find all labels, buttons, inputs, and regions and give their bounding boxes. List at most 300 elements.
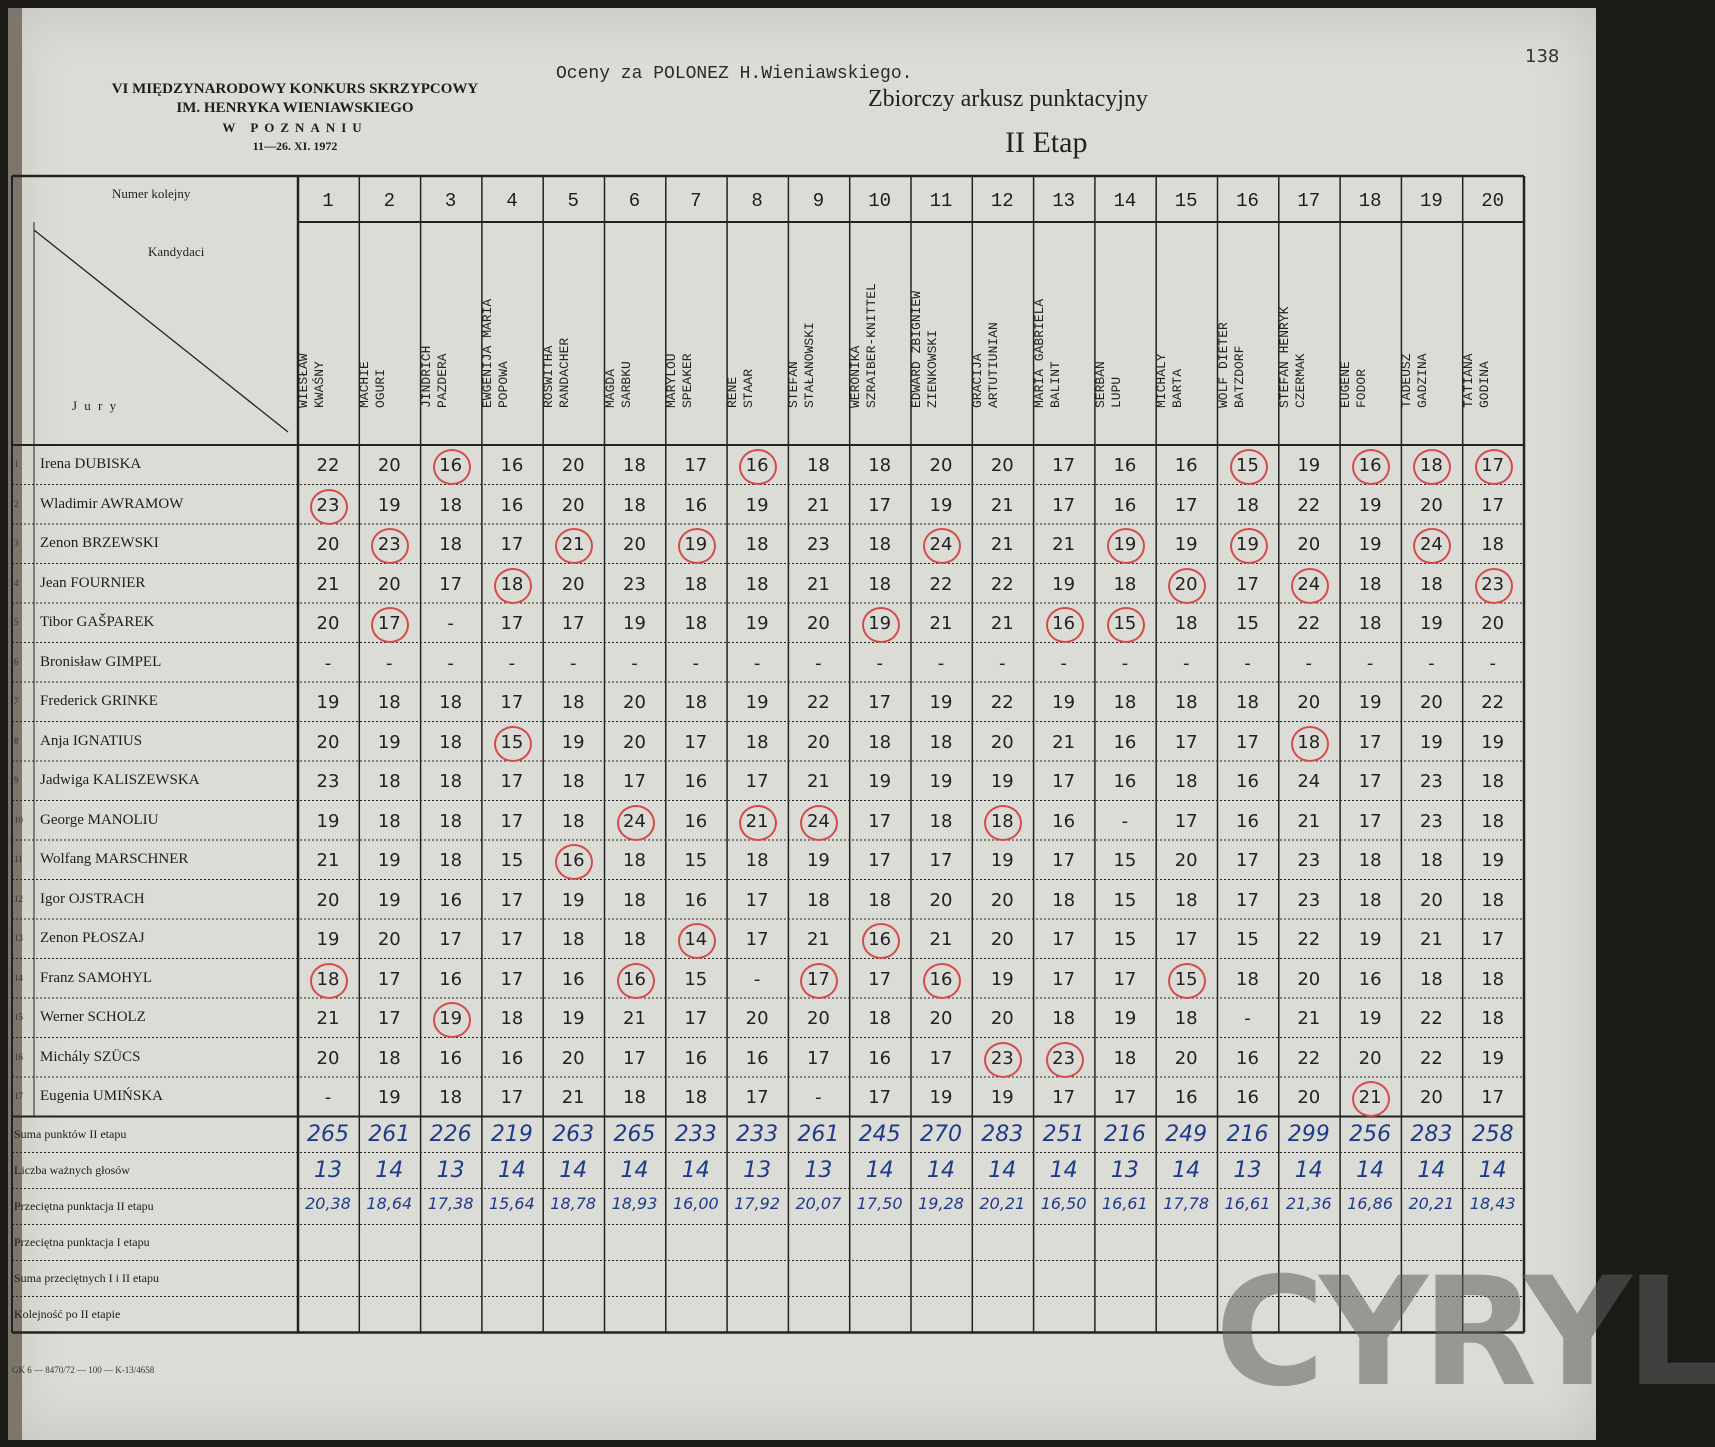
numer-kolejny-label: Numer kolejny bbox=[112, 186, 191, 201]
jury-member-name: Frederick GRINKE bbox=[40, 693, 158, 709]
score-cell: 17 bbox=[500, 810, 524, 832]
score-cell: 18 bbox=[1174, 692, 1198, 713]
score-cell: 22 bbox=[1481, 692, 1505, 713]
score-cell: 18 bbox=[1174, 1008, 1198, 1029]
score-cell: 18 bbox=[623, 889, 646, 911]
handwritten-value: 14 bbox=[1294, 1157, 1323, 1183]
score-cell: 20 bbox=[316, 613, 340, 634]
score-cell: 18 bbox=[1358, 573, 1382, 595]
score-cell: 18 bbox=[1174, 771, 1198, 792]
sheet-title: Zbiorczy arkusz punktacyjny bbox=[868, 86, 1148, 112]
score-cell: 17 bbox=[806, 968, 830, 990]
score-cell: - bbox=[1244, 652, 1251, 674]
score-cell: 19 bbox=[1481, 850, 1505, 871]
column-number: 3 bbox=[444, 190, 457, 212]
score-cell: 18 bbox=[561, 692, 585, 713]
score-cell: 21 bbox=[929, 929, 953, 950]
handwritten-value: 226 bbox=[429, 1121, 472, 1147]
candidate-name-text bbox=[1461, 353, 1493, 408]
candidate-last-name: STAAR bbox=[741, 368, 757, 408]
circled-score-mark bbox=[1230, 449, 1268, 485]
score-cell: 17 bbox=[561, 613, 585, 634]
candidate-name bbox=[1340, 240, 1400, 440]
handwritten-value: 13 bbox=[1233, 1157, 1262, 1183]
candidate-name-text bbox=[970, 322, 1002, 408]
score-cell: 19 bbox=[377, 731, 401, 753]
score-cell: 20 bbox=[1419, 494, 1443, 516]
handwritten-value: 14 bbox=[988, 1157, 1017, 1183]
score-cell: 17 bbox=[745, 771, 769, 792]
handwritten-value: 17,92 bbox=[734, 1193, 780, 1213]
circled-score-mark bbox=[1475, 449, 1513, 485]
score-cell: - bbox=[753, 652, 761, 674]
score-cell: 15 bbox=[1113, 613, 1137, 634]
score-cell: 18 bbox=[1358, 850, 1382, 871]
score-cell: 23 bbox=[377, 534, 401, 555]
score-cell: 19 bbox=[623, 613, 646, 634]
handwritten-value: 216 bbox=[1226, 1121, 1269, 1147]
score-cell: 18 bbox=[806, 889, 830, 911]
circled-score-mark bbox=[433, 1002, 471, 1038]
score-cell: 19 bbox=[745, 494, 769, 516]
circled-score-mark bbox=[862, 923, 900, 959]
candidate-name bbox=[972, 240, 1032, 440]
score-cell: 17 bbox=[623, 771, 646, 792]
score-cell: 16 bbox=[1052, 810, 1076, 832]
score-cell: 16 bbox=[439, 968, 463, 990]
score-cell: 19 bbox=[316, 929, 340, 950]
score-cell: 17 bbox=[377, 1008, 401, 1029]
score-cell: - bbox=[937, 652, 945, 674]
score-cell: 18 bbox=[500, 1008, 524, 1029]
score-cell: 19 bbox=[1481, 1047, 1505, 1069]
score-cell: 19 bbox=[439, 1008, 463, 1029]
score-cell: 22 bbox=[1419, 1047, 1443, 1069]
jury-member-name: Michály SZÜCS bbox=[40, 1048, 141, 1065]
score-cell: 15 bbox=[684, 968, 708, 990]
score-cell: - bbox=[508, 652, 516, 674]
handwritten-value: 14 bbox=[375, 1157, 404, 1183]
circled-score-mark bbox=[739, 449, 777, 485]
handwritten-value: 15,64 bbox=[488, 1193, 535, 1213]
score-cell: 18 bbox=[868, 455, 892, 476]
score-cell: 18 bbox=[439, 731, 463, 753]
score-cell: 16 bbox=[1052, 613, 1076, 634]
score-cell: 20 bbox=[623, 534, 646, 555]
candidate-name bbox=[543, 240, 603, 440]
handwritten-value: 14 bbox=[1356, 1157, 1385, 1183]
score-cell: 16 bbox=[868, 929, 892, 950]
score-cell: 18 bbox=[439, 771, 463, 792]
jury-row-number: 11 bbox=[14, 854, 23, 864]
candidate-name bbox=[1215, 240, 1278, 440]
score-cell: 17 bbox=[1174, 494, 1198, 516]
jury-row-number: 5 bbox=[14, 617, 19, 627]
score-cell: 16 bbox=[684, 889, 708, 911]
candidate-name bbox=[1276, 240, 1339, 440]
score-cell: 18 bbox=[439, 850, 463, 871]
candidate-name bbox=[1092, 240, 1155, 440]
jury-member-name: Werner SCHOLZ bbox=[40, 1009, 146, 1025]
candidate-last-name: SPEAKER bbox=[679, 353, 695, 408]
circled-score-mark bbox=[678, 528, 716, 564]
score-cell: 21 bbox=[1358, 1087, 1382, 1108]
score-cell: 20 bbox=[377, 573, 401, 595]
score-cell: 20 bbox=[1174, 850, 1198, 871]
score-cell: 20 bbox=[1358, 1047, 1382, 1069]
score-cell: 21 bbox=[929, 613, 953, 634]
candidate-last-name: ARTUTIUNIAN bbox=[986, 322, 1002, 408]
score-cell: 21 bbox=[1052, 534, 1076, 555]
jury-member-name: Wolfang MARSCHNER bbox=[40, 851, 189, 867]
jury-member-name: Tibor GAŠPAREK bbox=[40, 614, 155, 630]
jury-row-number: 3 bbox=[14, 538, 19, 548]
circled-score-mark bbox=[923, 963, 961, 999]
handwritten-value: 17,78 bbox=[1163, 1193, 1210, 1213]
score-cell: - bbox=[815, 1087, 822, 1108]
score-cell: 19 bbox=[745, 692, 769, 713]
handwritten-value: 17,38 bbox=[427, 1193, 474, 1213]
handwritten-value: 13 bbox=[436, 1157, 465, 1183]
score-cell: 19 bbox=[1419, 731, 1443, 753]
score-cell: 17 bbox=[745, 929, 769, 950]
score-cell: 16 bbox=[1113, 455, 1137, 476]
score-cell: 18 bbox=[1052, 889, 1076, 911]
jury-member-name: Zenon PŁOSZAJ bbox=[40, 930, 145, 946]
score-cell: 20 bbox=[623, 731, 646, 753]
score-cell: 18 bbox=[377, 692, 401, 713]
score-cell: 18 bbox=[1419, 850, 1443, 871]
score-cell: 21 bbox=[745, 810, 769, 832]
handwritten-value: 13 bbox=[804, 1157, 833, 1183]
score-cell: 20 bbox=[561, 494, 585, 516]
handwritten-value: 16,86 bbox=[1347, 1193, 1393, 1213]
score-cell: 16 bbox=[439, 1047, 463, 1069]
candidate-last-name: GADZINA bbox=[1415, 353, 1431, 408]
score-cell: 17 bbox=[1481, 929, 1505, 950]
circled-score-mark bbox=[923, 528, 961, 564]
score-cell: 18 bbox=[500, 573, 524, 595]
score-cell: 24 bbox=[1297, 573, 1321, 595]
watermark: CYRYL bbox=[1215, 1246, 1715, 1420]
candidate-first-name: WERONIKA bbox=[847, 345, 863, 408]
score-cell: 24 bbox=[1297, 771, 1321, 792]
score-cell: 16 bbox=[1113, 731, 1137, 753]
candidate-name bbox=[847, 240, 910, 440]
score-cell: 19 bbox=[561, 889, 585, 911]
circled-score-mark bbox=[800, 805, 838, 841]
candidate-first-name: EUGENE bbox=[1338, 361, 1354, 408]
score-cell: 23 bbox=[1419, 810, 1443, 832]
score-cell: 19 bbox=[1297, 455, 1321, 476]
score-cell: 18 bbox=[1358, 613, 1382, 634]
score-cell: 18 bbox=[1481, 771, 1505, 792]
score-cell: 18 bbox=[1113, 573, 1137, 595]
score-cell: 16 bbox=[561, 968, 585, 990]
score-cell: 15 bbox=[1236, 613, 1259, 634]
score-cell: - bbox=[324, 652, 332, 674]
candidate-last-name: RANDACHER bbox=[557, 337, 573, 408]
oceny-line: Oceny za POLONEZ H.Wieniawskiego. bbox=[556, 64, 913, 84]
score-cell: - bbox=[631, 652, 638, 674]
handwritten-value: 13 bbox=[314, 1157, 342, 1183]
jury-row-number: 2 bbox=[14, 498, 19, 509]
score-cell: 19 bbox=[1113, 534, 1137, 555]
candidate-first-name: MICHALY bbox=[1154, 353, 1170, 408]
candidate-last-name: PAZDERA bbox=[434, 353, 450, 408]
score-cell: 21 bbox=[1297, 1008, 1321, 1029]
score-cell: 19 bbox=[377, 889, 401, 911]
score-cell: 20 bbox=[990, 1008, 1014, 1029]
jury-row-number: 14 bbox=[14, 972, 23, 983]
score-cell: 18 bbox=[439, 810, 463, 832]
score-cell: 16 bbox=[684, 494, 708, 516]
score-cell: 18 bbox=[1419, 455, 1443, 476]
candidate-name-text bbox=[296, 353, 328, 408]
circled-score-mark bbox=[1168, 568, 1206, 604]
handwritten-value: 13 bbox=[743, 1157, 772, 1183]
jury-member-name: Franz SAMOHYL bbox=[40, 969, 153, 986]
handwritten-value: 14 bbox=[1417, 1157, 1446, 1183]
score-cell: 17 bbox=[439, 573, 463, 595]
score-cell: 18 bbox=[439, 494, 463, 516]
score-cell: 17 bbox=[500, 613, 524, 634]
circled-score-mark bbox=[433, 449, 471, 485]
score-cell: 17 bbox=[868, 968, 892, 990]
score-cell: 20 bbox=[316, 1047, 340, 1069]
jury-member-name: Anja IGNATIUS bbox=[40, 732, 143, 749]
circled-score-mark bbox=[1230, 528, 1268, 564]
circled-score-mark bbox=[1107, 607, 1145, 643]
candidate-last-name: LUPU bbox=[1108, 376, 1124, 408]
score-cell: 18 bbox=[1481, 968, 1505, 990]
candidate-name bbox=[1460, 240, 1523, 440]
score-cell: 18 bbox=[684, 573, 708, 595]
handwritten-value: 16,61 bbox=[1224, 1193, 1271, 1213]
jury-row-number: 10 bbox=[14, 814, 23, 825]
score-cell: 18 bbox=[990, 810, 1014, 832]
handwritten-value: 18,43 bbox=[1469, 1193, 1516, 1213]
candidate-name bbox=[663, 240, 726, 440]
circled-score-mark bbox=[984, 1042, 1022, 1078]
score-cell: 17 bbox=[623, 1047, 646, 1069]
score-cell: - bbox=[815, 652, 822, 674]
score-cell: 19 bbox=[990, 850, 1014, 871]
candidate-last-name: CZERMAK bbox=[1292, 353, 1308, 408]
circled-score-mark bbox=[494, 726, 532, 762]
jury-member-name: Irena DUBISKA bbox=[40, 456, 142, 472]
score-cell: 20 bbox=[623, 692, 646, 713]
jury-row-number: 16 bbox=[14, 1051, 23, 1062]
score-cell: 20 bbox=[929, 455, 953, 476]
handwritten-value: 261 bbox=[797, 1121, 840, 1147]
handwritten-value: 18,64 bbox=[366, 1193, 413, 1213]
score-cell: 20 bbox=[1297, 968, 1321, 990]
stage-title: II Etap bbox=[1005, 126, 1088, 159]
score-cell: 19 bbox=[990, 1087, 1014, 1108]
score-cell: 22 bbox=[806, 692, 830, 713]
candidate-last-name: GODINA bbox=[1476, 361, 1492, 408]
score-cell: - bbox=[1244, 1008, 1251, 1029]
score-cell: 16 bbox=[745, 455, 769, 476]
candidate-name-text bbox=[786, 322, 818, 408]
score-cell: 18 bbox=[561, 810, 585, 832]
score-cell: 21 bbox=[561, 1087, 585, 1108]
column-number: 18 bbox=[1358, 190, 1382, 212]
candidate-name bbox=[359, 240, 419, 440]
column-number: 15 bbox=[1174, 190, 1198, 212]
score-cell: 17 bbox=[1236, 573, 1259, 595]
handwritten-value: 17,50 bbox=[856, 1193, 903, 1213]
score-cell: 21 bbox=[316, 573, 340, 595]
score-cell: 19 bbox=[1052, 573, 1076, 595]
handwritten-value: 14 bbox=[927, 1157, 955, 1183]
score-cell: 17 bbox=[1358, 731, 1382, 753]
score-cell: 22 bbox=[316, 455, 340, 476]
circled-score-mark bbox=[678, 923, 716, 959]
score-cell: 18 bbox=[623, 929, 646, 950]
score-cell: 18 bbox=[868, 731, 892, 753]
score-cell: 22 bbox=[990, 573, 1014, 595]
score-cell: 23 bbox=[806, 534, 830, 555]
score-cell: 20 bbox=[990, 889, 1014, 911]
score-cell: 19 bbox=[1052, 692, 1076, 713]
score-cell: 18 bbox=[1481, 889, 1505, 911]
score-cell: 20 bbox=[1419, 889, 1443, 911]
score-cell: 18 bbox=[623, 1087, 646, 1108]
score-cell: 17 bbox=[1481, 455, 1505, 476]
score-cell: 17 bbox=[684, 455, 708, 476]
jury-row-number: 8 bbox=[14, 735, 19, 746]
circled-score-mark bbox=[555, 844, 593, 880]
candidate-name-text bbox=[725, 369, 757, 408]
score-cell: - bbox=[876, 652, 883, 674]
score-cell: 19 bbox=[1358, 1008, 1382, 1029]
score-cell: 20 bbox=[1174, 573, 1198, 595]
score-cell: 20 bbox=[806, 613, 830, 634]
column-number: 14 bbox=[1113, 190, 1137, 212]
jury-row-number: 17 bbox=[14, 1091, 23, 1101]
column-number: 1 bbox=[322, 190, 334, 212]
candidate-last-name: STAŁANOWSKI bbox=[802, 322, 818, 408]
score-cell: - bbox=[1366, 652, 1374, 674]
column-number: 13 bbox=[1052, 190, 1075, 212]
score-cell: 17 bbox=[1113, 1087, 1137, 1108]
score-cell: 17 bbox=[745, 889, 769, 911]
score-cell: 24 bbox=[623, 810, 646, 832]
candidate-first-name: MARIA GABRIELA bbox=[1031, 298, 1047, 408]
score-cell: 16 bbox=[1174, 1087, 1198, 1108]
score-cell: 20 bbox=[1419, 692, 1443, 713]
score-cell: 18 bbox=[1481, 1008, 1505, 1029]
column-number: 9 bbox=[812, 190, 825, 212]
handwritten-value: 265 bbox=[613, 1121, 656, 1147]
candidate-name bbox=[298, 240, 358, 440]
score-cell: 17 bbox=[806, 1047, 830, 1069]
column-number: 12 bbox=[990, 190, 1014, 212]
score-cell: 21 bbox=[806, 929, 830, 950]
candidate-name-text bbox=[1154, 353, 1186, 408]
score-cell: 16 bbox=[1236, 1047, 1259, 1069]
score-cell: - bbox=[324, 1087, 332, 1108]
score-cell: 20 bbox=[806, 731, 830, 753]
candidate-name-text bbox=[1032, 299, 1064, 408]
score-cell: 19 bbox=[929, 494, 953, 516]
score-cell: 24 bbox=[1419, 534, 1443, 555]
circled-score-mark bbox=[310, 489, 348, 525]
score-cell: 18 bbox=[868, 534, 892, 555]
handwritten-value: 283 bbox=[1410, 1121, 1453, 1147]
summary-row-label: Przeciętna punktacja I etapu bbox=[14, 1234, 150, 1249]
score-cell: 17 bbox=[868, 810, 892, 832]
score-cell: - bbox=[447, 652, 454, 674]
score-cell: 18 bbox=[1481, 534, 1505, 555]
jury-member-name: Zenon BRZEWSKI bbox=[40, 535, 159, 551]
score-cell: 19 bbox=[1113, 1008, 1137, 1029]
score-cell: 17 bbox=[439, 929, 463, 950]
score-cell: 18 bbox=[439, 1087, 463, 1108]
score-cell: 19 bbox=[377, 494, 401, 516]
handwritten-value: 261 bbox=[368, 1121, 411, 1147]
score-cell: 17 bbox=[1174, 810, 1198, 832]
summary-row-label: Kolejność po II etapie bbox=[14, 1306, 121, 1321]
score-cell: 20 bbox=[316, 731, 340, 753]
score-cell: 17 bbox=[500, 968, 524, 990]
score-cell: 14 bbox=[684, 929, 708, 950]
score-cell: 18 bbox=[745, 534, 769, 555]
form-code: GK 6 — 8470/72 — 100 — K-13/4658 bbox=[12, 1365, 155, 1375]
score-cell: 21 bbox=[990, 534, 1014, 555]
circled-score-mark bbox=[862, 607, 900, 643]
score-cell: 19 bbox=[929, 1087, 953, 1108]
candidate-last-name: KWAŚNY bbox=[312, 361, 327, 408]
score-cell: 18 bbox=[868, 1008, 892, 1029]
score-cell: 17 bbox=[1174, 929, 1198, 950]
score-cell: - bbox=[999, 652, 1006, 674]
circled-score-mark bbox=[555, 528, 593, 564]
circled-score-mark bbox=[1291, 726, 1329, 762]
candidate-name bbox=[479, 240, 542, 440]
score-cell: 15 bbox=[1113, 850, 1137, 871]
score-cell: 22 bbox=[1297, 613, 1321, 634]
score-cell: - bbox=[1121, 810, 1129, 832]
candidate-first-name: EWGENIJA MARIA bbox=[479, 298, 495, 408]
circled-score-mark bbox=[1046, 1042, 1084, 1078]
score-cell: 18 bbox=[377, 1047, 401, 1069]
competition-dates: 11—26. XI. 1972 bbox=[252, 139, 338, 153]
score-cell: 18 bbox=[439, 534, 463, 555]
handwritten-value: 233 bbox=[736, 1121, 779, 1147]
score-cell: 16 bbox=[929, 968, 953, 990]
score-cell: 20 bbox=[316, 534, 340, 555]
score-cell: 18 bbox=[623, 850, 646, 871]
score-cell: 23 bbox=[1297, 850, 1321, 871]
score-cell: 17 bbox=[868, 692, 892, 713]
candidate-name bbox=[911, 240, 971, 440]
candidate-name-text bbox=[1093, 361, 1125, 408]
score-cell: 15 bbox=[1236, 455, 1259, 476]
score-cell: 18 bbox=[868, 573, 892, 595]
score-cell: 19 bbox=[745, 613, 769, 634]
score-cell: 21 bbox=[806, 771, 830, 792]
candidate-name-text bbox=[419, 346, 451, 408]
competition-line-3: W POZNANIU bbox=[222, 120, 368, 135]
score-cell: - bbox=[1060, 652, 1067, 674]
jury-member-name: Bronisław GIMPEL bbox=[40, 653, 162, 670]
score-cell: 17 bbox=[868, 1087, 892, 1108]
column-number: 10 bbox=[868, 190, 892, 212]
score-cell: 20 bbox=[1174, 1047, 1198, 1069]
